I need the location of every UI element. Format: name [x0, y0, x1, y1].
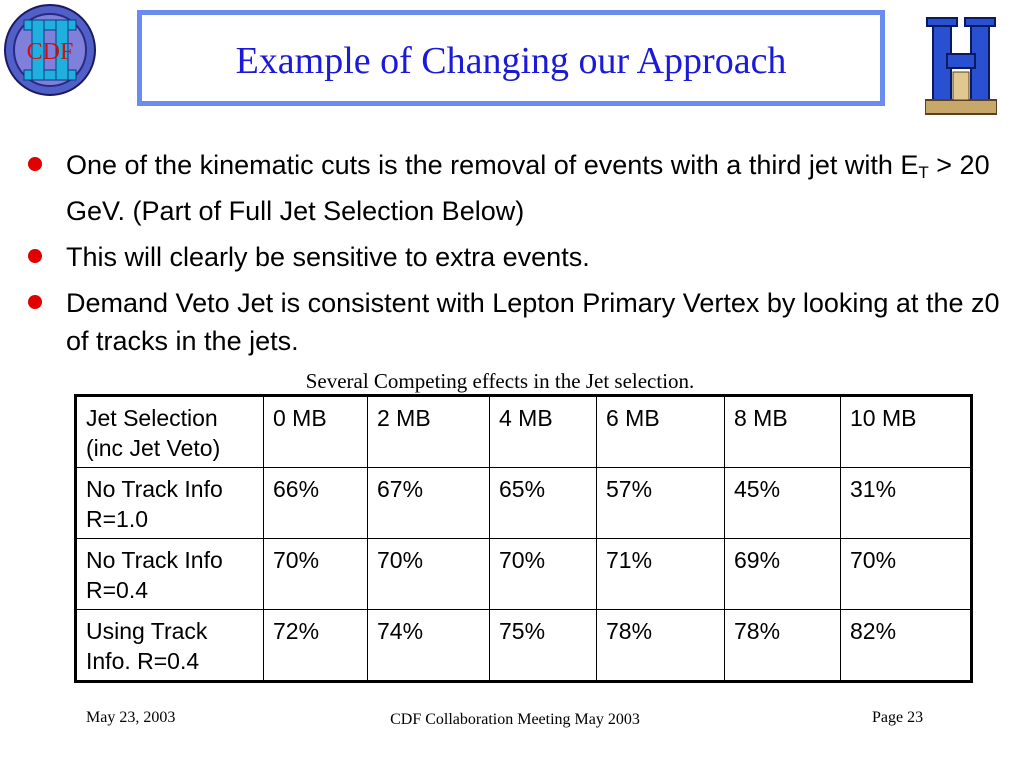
table-cell: 57%: [597, 468, 725, 539]
header-cell: 2 MB: [368, 396, 490, 468]
footer-meeting: CDF Collaboration Meeting May 2003: [390, 711, 640, 728]
table-cell: No Track Info R=0.4: [76, 539, 264, 610]
building-logo: [925, 14, 997, 116]
footer-page-number: Page 23: [872, 709, 924, 726]
bullet-item-3: Demand Veto Jet is consistent with Lepton Primary Vertex by looking at the z0 of tracks in the jets.: [28, 284, 1013, 360]
table-cell: 75%: [490, 610, 597, 682]
bullet-item-2: This will clearly be sensitive to extra events.: [28, 238, 1013, 276]
table-cell: 82%: [841, 610, 972, 682]
table-row: [76, 610, 972, 682]
header-cell: Jet Selection (inc Jet Veto): [76, 396, 264, 468]
table-cell: 67%: [368, 468, 490, 539]
header-cell: 4 MB: [490, 396, 597, 468]
table-cell: Using Track Info. R=0.4: [76, 610, 264, 682]
table-cell: 70%: [490, 539, 597, 610]
table-cell: 74%: [368, 610, 490, 682]
table-cell: 78%: [725, 610, 841, 682]
table-caption: Several Competing effects in the Jet selection.: [305, 369, 695, 393]
table-cell: 69%: [725, 539, 841, 610]
header-cell: 8 MB: [725, 396, 841, 468]
table-cell: 78%: [597, 610, 725, 682]
header-cell: 10 MB: [841, 396, 972, 468]
bullet-dot-icon: [28, 295, 42, 309]
table-cell: 71%: [597, 539, 725, 610]
table-cell: 70%: [368, 539, 490, 610]
table-cell: 45%: [725, 468, 841, 539]
jet-selection-table: [74, 394, 973, 683]
table-cell: 70%: [264, 539, 368, 610]
table-header-row: [76, 396, 972, 468]
header-cell: 6 MB: [597, 396, 725, 468]
bullet-dot-icon: [28, 157, 42, 171]
bullet-item-1: One of the kinematic cuts is the removal of events with a third jet with $E_T > 20$ GeV. (Part of Full Jet Selection Below): [28, 146, 1013, 230]
bullet-list: [28, 146, 1013, 368]
table-cell: 31%: [841, 468, 972, 539]
table-cell: 66%: [264, 468, 368, 539]
table-row: [76, 468, 972, 539]
page-title: Example of Changing our Approach: [235, 40, 787, 82]
svg-text:CDF: CDF: [26, 39, 74, 65]
table-cell: 72%: [264, 610, 368, 682]
header-cell: 0 MB: [264, 396, 368, 468]
title-box: [137, 10, 885, 106]
footer-date: May 23, 2003: [86, 709, 176, 726]
table-cell: No Track Info R=1.0: [76, 468, 264, 539]
table-row: [76, 539, 972, 610]
table-cell: 70%: [841, 539, 972, 610]
bullet-dot-icon: [28, 249, 42, 263]
table-cell: 65%: [490, 468, 597, 539]
cdf-logo: [2, 2, 98, 98]
